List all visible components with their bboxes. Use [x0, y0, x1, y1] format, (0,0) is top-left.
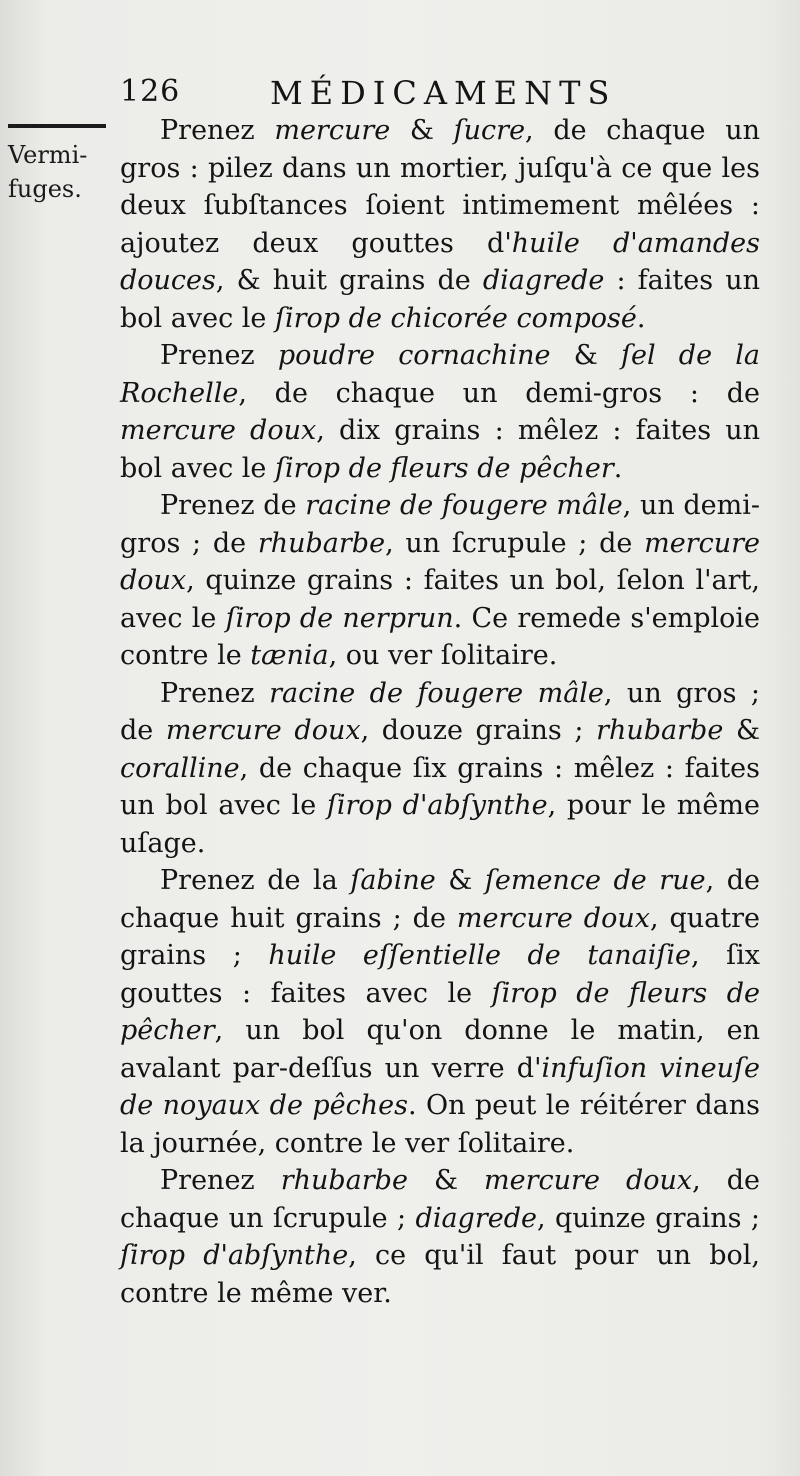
- text-run: , pour le même uſage.: [120, 790, 760, 859]
- running-title: MÉDICAMENTS: [270, 74, 617, 112]
- text-run: , dix grains : mêlez : faites un bol avec le: [120, 415, 760, 484]
- body-text: [120, 112, 760, 1312]
- text-run: &: [723, 715, 760, 746]
- italic-run: huile d'amandes douces: [120, 227, 761, 296]
- text-run: , un ſcrupule ; de: [385, 527, 645, 559]
- italic-run: diagrede: [482, 265, 605, 296]
- italic-run: rhubarbe: [257, 527, 386, 559]
- text-run: , ſix gouttes : faites avec le: [120, 940, 760, 1009]
- margin-note-line: fuges.: [8, 175, 82, 203]
- text-run: .: [613, 452, 623, 484]
- italic-run: ſirop de nerprun: [225, 602, 454, 634]
- text-run: &: [407, 1165, 485, 1196]
- text-run: , de chaque un demi-gros : de: [238, 377, 760, 409]
- italic-run: mercure doux: [120, 527, 760, 596]
- text-run: , quinze grains ;: [536, 1202, 760, 1234]
- italic-run: ſirop de chicorée composé: [275, 302, 637, 334]
- text-run: , un demi-gros ; de: [120, 490, 760, 559]
- italic-run: mercure doux: [456, 902, 650, 934]
- italic-run: ſemence de rue: [484, 865, 706, 896]
- italic-run: mercure doux: [484, 1165, 693, 1196]
- text-run: Prenez de la: [160, 865, 351, 896]
- italic-run: poudre cornachine: [277, 340, 551, 371]
- text-run: Prenez: [160, 1165, 281, 1196]
- italic-run: coralline: [120, 752, 240, 784]
- italic-run: tænia: [250, 640, 329, 671]
- paragraph: [120, 675, 760, 863]
- italic-run: racine de fougere mâle: [269, 677, 604, 709]
- paragraph: [120, 862, 760, 1162]
- text-run: : faites un bol avec le: [120, 265, 760, 334]
- italic-run: rhubarbe: [280, 1165, 408, 1196]
- text-run: , un gros ; de: [120, 677, 760, 746]
- text-run: . On peut le réitérer dans la journée, contre le ver ſolitaire.: [120, 1090, 760, 1159]
- text-run: Prenez: [160, 677, 270, 709]
- italic-run: infuſion vineuſe de noyaux de pêches: [120, 1052, 760, 1121]
- text-run: .: [636, 302, 646, 334]
- italic-run: mercure doux: [165, 715, 361, 746]
- text-run: , de chaque un ſcrupule ;: [120, 1165, 761, 1234]
- text-run: , douze grains ;: [360, 715, 597, 746]
- text-run: , de chaque huit grains ; de: [120, 865, 760, 934]
- italic-run: racine de fougere mâle: [305, 490, 623, 521]
- text-run: &: [435, 865, 485, 896]
- italic-run: ſabine: [350, 865, 436, 896]
- text-run: , & huit grains de: [215, 265, 483, 296]
- italic-run: ſirop de fleurs de pêcher: [275, 452, 614, 484]
- margin-rule: [8, 124, 106, 128]
- italic-run: ſirop d'abſynthe: [326, 790, 548, 821]
- text-run: , ce qu'il faut pour un bol, contre le même ver.: [120, 1240, 760, 1309]
- text-run: , quatre grains ;: [120, 902, 760, 971]
- margin-note-line: Vermi-: [8, 141, 88, 169]
- text-run: , quinze grains : faites un bol, ſelon l'art, avec le: [120, 565, 760, 634]
- text-run: Prenez: [160, 340, 278, 371]
- italic-run: ſel de la Rochelle: [120, 340, 761, 409]
- italic-run: huile eſſentielle de tanaiſie: [268, 940, 692, 971]
- paragraph: [120, 112, 760, 337]
- italic-run: diagrede: [415, 1202, 537, 1234]
- text-run: &: [390, 115, 454, 146]
- text-run: , de chaque ſix grains : mêlez : faites un bol avec le: [120, 752, 760, 821]
- text-run: , un bol qu'on donne le matin, en avalant par-deſſus un verre d': [120, 1015, 760, 1084]
- italic-run: ſirop de fleurs de pêcher: [120, 977, 760, 1046]
- text-run: Prenez de: [160, 490, 306, 521]
- text-run: , de chaque un gros : pilez dans un mortier, juſqu'à ce que les deux ſubſtances ſoient intimement mêlées : ajoutez deux gouttes d': [120, 115, 760, 259]
- italic-run: rhubarbe: [596, 715, 724, 746]
- text-run: . Ce remede s'emploie contre le: [120, 602, 761, 671]
- page-number: 126: [120, 74, 181, 109]
- text-run: , ou ver ſolitaire.: [328, 640, 558, 671]
- paragraph: [120, 337, 760, 487]
- paragraph: [120, 1162, 760, 1312]
- italic-run: mercure: [274, 115, 391, 146]
- italic-run: ſucre: [453, 115, 526, 146]
- margin-note: [8, 138, 108, 206]
- italic-run: mercure doux: [120, 415, 317, 446]
- text-run: &: [550, 340, 621, 371]
- paragraph: [120, 487, 760, 675]
- text-run: Prenez: [160, 115, 275, 146]
- page-header: [120, 74, 760, 114]
- italic-run: ſirop d'abſynthe: [120, 1240, 349, 1271]
